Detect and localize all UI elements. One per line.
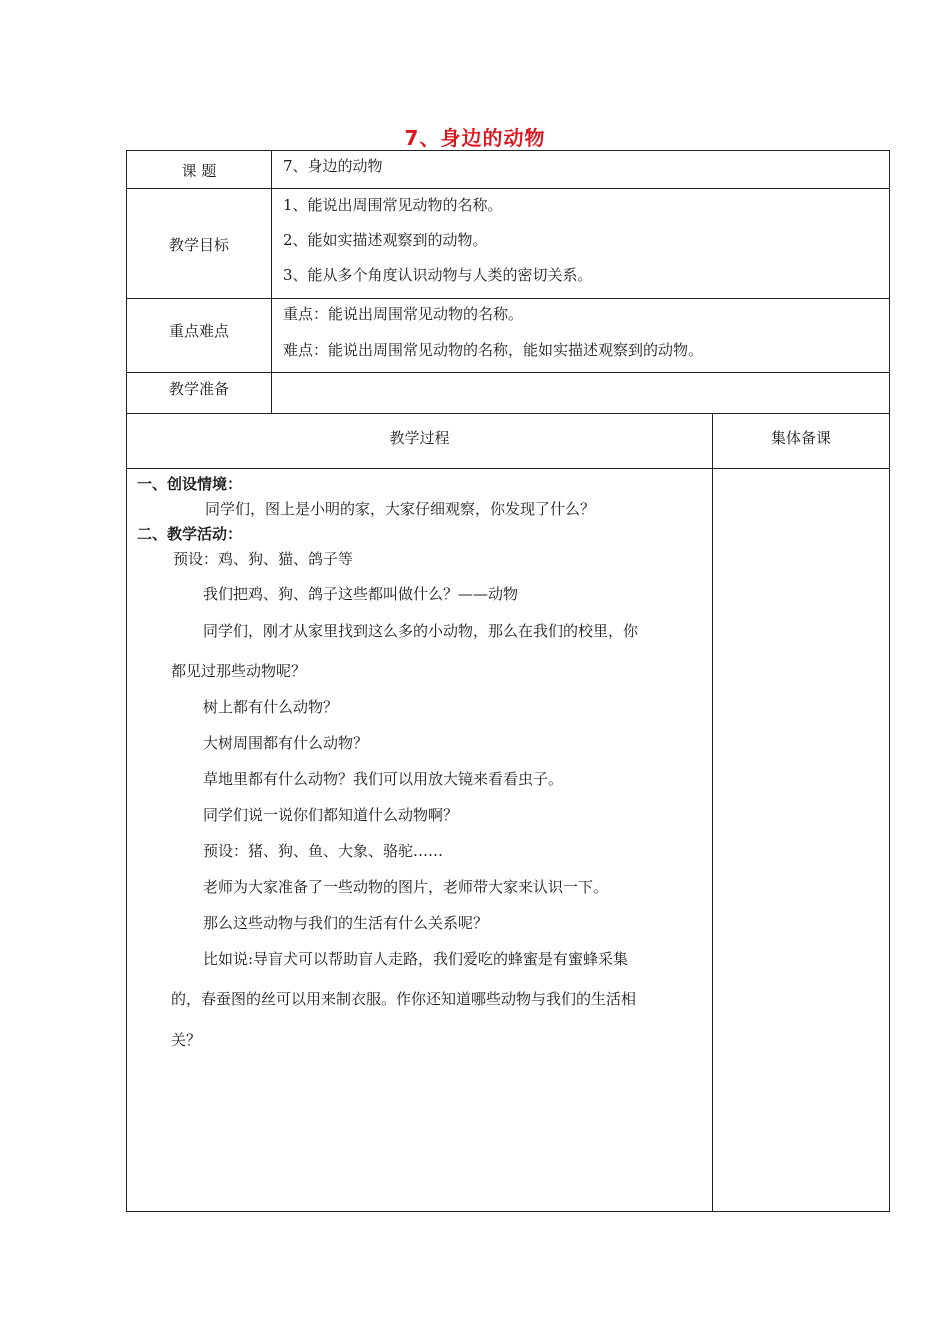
paragraph: 关？ [171,1031,202,1049]
paragraph: 大树周围都有什么动物？ [203,734,369,752]
paragraph: 同学们，刚才从家里找到这么多的小动物，那么在我们的校里，你 [203,622,639,640]
paragraph: 树上都有什么动物？ [203,698,339,716]
paragraph: 那么这些动物与我们的生活有什么关系呢？ [203,914,489,932]
goal-item: 1、能说出周围常见动物的名称。 [283,196,503,214]
paragraph: 老师为大家准备了一些动物的图片，老师带大家来认识一下。 [203,878,609,896]
paragraph: 预设：鸡、狗、猫、鸽子等 [173,550,354,568]
side-header: 集体备课 [770,429,831,447]
row-divider [127,413,889,414]
row-divider [127,298,889,299]
prep-label: 教学准备 [168,380,229,398]
keypoint-item: 难点：能说出周围常见动物的名称，能如实描述观察到的动物。 [283,341,704,359]
goal-item: 3、能从多个角度认识动物与人类的密切关系。 [283,266,593,284]
section-heading: 一、创设情境： [137,475,243,493]
paragraph: 都见过那些动物呢？ [171,662,307,680]
topic-label: 课 题 [181,162,217,180]
paragraph: 同学们说一说你们都知道什么动物啊？ [203,806,459,824]
paragraph: 预设：猪、狗、鱼、大象、骆驼…… [203,842,444,860]
paragraph: 同学们，图上是小明的家，大家仔细观察，你发现了什么？ [205,500,596,518]
row-divider [127,468,889,469]
keypoints-label: 重点难点 [168,322,229,340]
paragraph: 草地里都有什么动物？我们可以用放大镜来看看虫子。 [203,770,564,788]
lesson-plan-table [126,150,890,1212]
topic-value: 7、身边的动物 [283,157,383,175]
column-divider [712,413,713,1212]
goal-item: 2、能如实描述观察到的动物。 [283,231,488,249]
page-title: 7、身边的动物 [404,126,546,150]
section-heading: 二、教学活动： [137,525,243,543]
row-divider [127,188,889,189]
goals-label: 教学目标 [168,236,229,254]
column-divider [271,151,272,413]
paragraph: 比如说:导盲犬可以帮助盲人走路，我们爱吃的蜂蜜是有蜜蜂采集 [203,950,629,968]
row-divider [127,372,889,373]
paragraph: 我们把鸡、狗、鸽子这些都叫做什么？——动物 [203,585,519,603]
paragraph: 的，春蚕图的丝可以用来制衣服。作你还知道哪些动物与我们的生活相 [171,990,637,1008]
keypoint-item: 重点：能说出周围常见动物的名称。 [283,305,524,323]
process-header: 教学过程 [389,429,450,447]
